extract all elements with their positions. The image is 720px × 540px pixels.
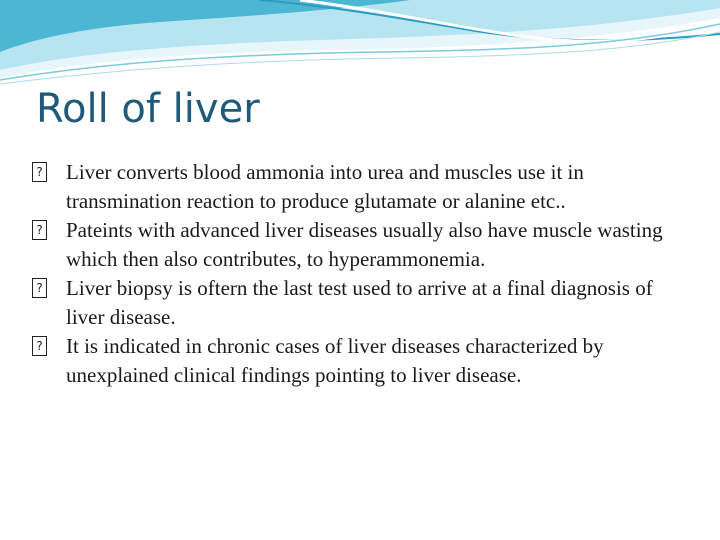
- slide-title: Roll of liver: [36, 86, 260, 132]
- missing-glyph-box-icon: ?: [32, 336, 47, 356]
- bullet-text: It is indicated in chronic cases of liver diseases characterized by unexplained clinical findings pointing to liver disease.: [66, 334, 604, 387]
- bullet-item: [30, 274, 690, 332]
- header-wave-decoration: [0, 0, 720, 90]
- bullet-text: Liver converts blood ammonia into urea and muscles use it in transmination reaction to produce glutamate or alanine etc..: [66, 160, 584, 213]
- bullet-item: [30, 158, 690, 216]
- bullet-text: Liver biopsy is oftern the last test used to arrive at a final diagnosis of liver disease.: [66, 276, 653, 329]
- bullet-item: [30, 332, 690, 390]
- bullet-text: Pateints with advanced liver diseases usually also have muscle wasting which then also contributes, to hyperammonemia.: [66, 218, 663, 271]
- missing-glyph-box-icon: ?: [32, 162, 47, 182]
- bullet-item: [30, 216, 690, 274]
- missing-glyph-box-icon: ?: [32, 278, 47, 298]
- missing-glyph-box-icon: ?: [32, 220, 47, 240]
- bullet-list: [30, 158, 690, 390]
